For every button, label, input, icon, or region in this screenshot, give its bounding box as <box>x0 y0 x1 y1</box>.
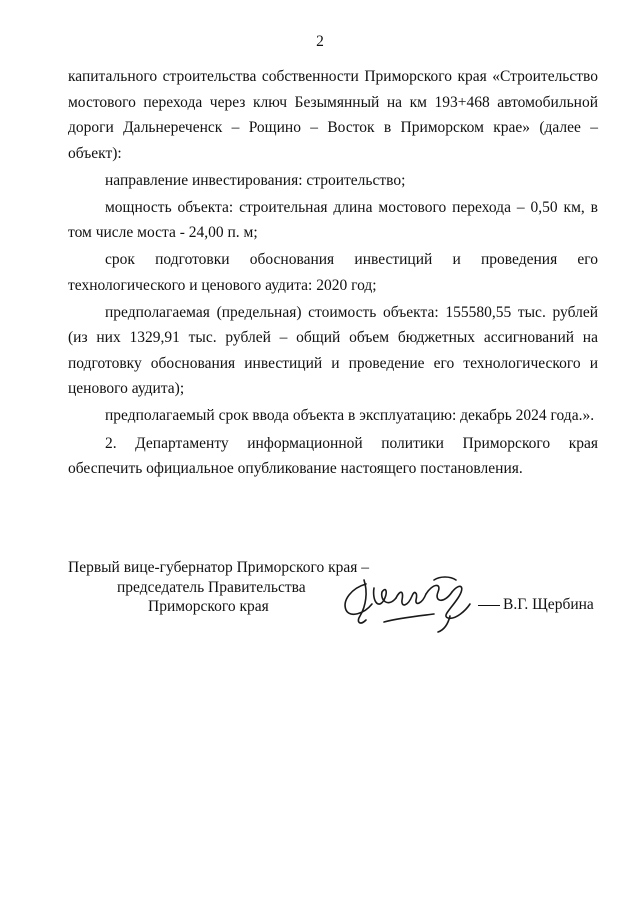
page-number: 2 <box>316 33 324 50</box>
signatory-title-line-1: Первый вице-губернатор Приморского края – <box>68 559 370 576</box>
paragraph-investment-direction: направление инвестирования: строительство; <box>105 171 406 189</box>
handwritten-signature <box>338 570 498 634</box>
paragraph-capacity: мощность объекта: строительная длина мостового перехода – 0,50 км, в том числе моста - 24,00 п. м; <box>68 198 598 241</box>
signatory-title-line-2: председатель Правительства <box>117 578 306 596</box>
document-body <box>68 64 598 483</box>
signature-dash <box>478 605 500 606</box>
paragraph-estimated-cost: предполагаемая (предельная) стоимость объекта: 155580,55 тыс. рублей (из них 1329,91 тыс. рублей – общий объем бюджетных ассигнований на подготовку обоснования инвестиций и проведение его технологического и ценового аудита); <box>68 303 598 397</box>
paragraph-preparation-term: срок подготовки обоснования инвестиций и проведения его технологического и ценового аудита: 2020 год; <box>68 251 598 294</box>
paragraph-publication-order: 2. Департаменту информационной политики Приморского края обеспечить официальное опубликование настоящего постановления. <box>68 434 598 477</box>
signatory-title <box>68 558 369 617</box>
paragraph-object-description: капитального строительства собственности Приморского края «Строительство мостового перехода через ключ Безымянный на км 193+468 автомобильной дороги Дальнереченск – Рощино – Восток в Приморском крае» (далее – объект): <box>68 68 598 162</box>
signatory-title-line-3: Приморского края <box>148 598 269 615</box>
signatory-name: В.Г. Щербина <box>503 596 594 613</box>
signatory-name-line <box>478 596 594 614</box>
paragraph-commissioning-date: предполагаемый срок ввода объекта в эксплуатацию: декабрь 2024 года.». <box>105 407 595 424</box>
